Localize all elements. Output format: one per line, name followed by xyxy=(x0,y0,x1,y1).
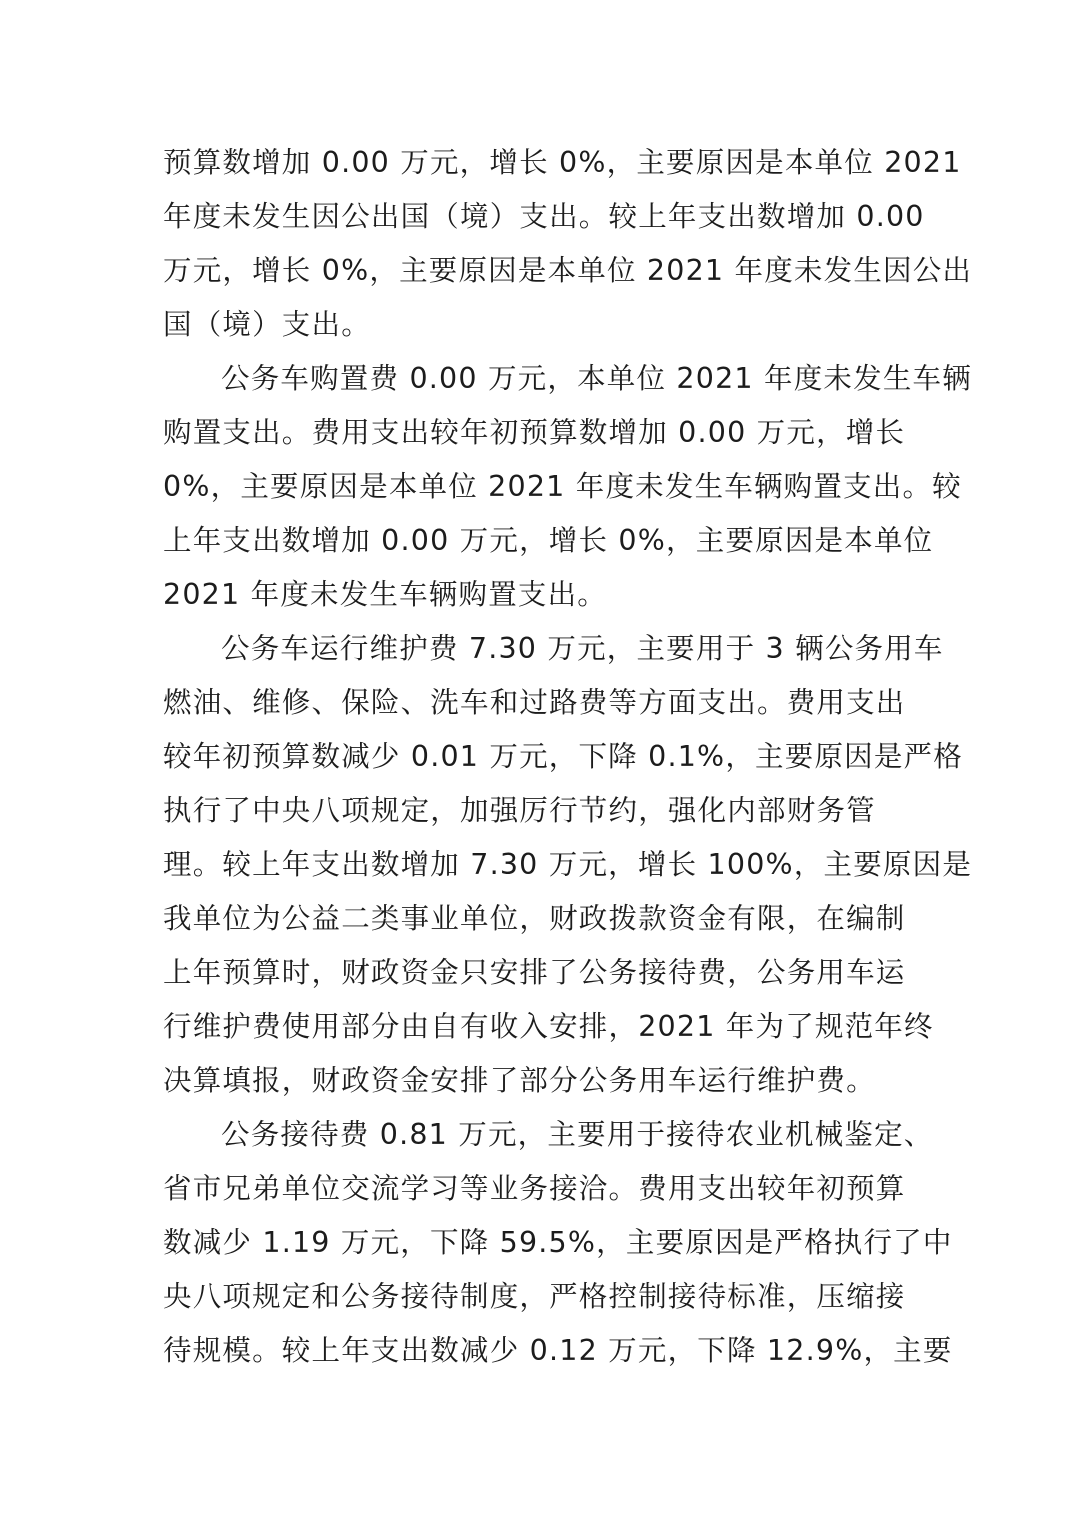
text-line: 2021 年度未发生车辆购置支出。 xyxy=(163,578,607,611)
text-line: 我单位为公益二类事业单位，财政拨款资金有限，在编制 xyxy=(163,902,906,935)
text-line: 上年预算时，财政资金只安排了公务接待费，公务用车运 xyxy=(163,956,906,989)
text-line: 较年初预算数减少 0.01 万元，下降 0.1%，主要原因是严格 xyxy=(163,740,963,773)
text-line: 执行了中央八项规定，加强厉行节约，强化内部财务管 xyxy=(163,794,876,827)
text-line: 上年支出数增加 0.00 万元，增长 0%，主要原因是本单位 xyxy=(163,524,934,557)
text-line: 行维护费使用部分由自有收入安排，2021 年为了规范年终 xyxy=(163,1010,934,1043)
paragraph-first-line: 公务接待费 0.81 万元，主要用于接待农业机械鉴定、 xyxy=(221,1118,934,1151)
text-line: 决算填报，财政资金安排了部分公务用车运行维护费。 xyxy=(163,1064,876,1097)
text-line: 央八项规定和公务接待制度，严格控制接待标准，压缩接 xyxy=(163,1280,906,1313)
text-line: 燃油、维修、保险、洗车和过路费等方面支出。费用支出 xyxy=(163,686,906,719)
paragraph-first-line: 公务车运行维护费 7.30 万元，主要用于 3 辆公务用车 xyxy=(221,632,944,665)
paragraph-first-line: 公务车购置费 0.00 万元，本单位 2021 年度未发生车辆 xyxy=(221,362,972,395)
text-line: 待规模。较上年支出数减少 0.12 万元，下降 12.9%，主要 xyxy=(163,1334,953,1367)
text-line: 数减少 1.19 万元，下降 59.5%，主要原因是严格执行了中 xyxy=(163,1226,953,1259)
text-line: 国（境）支出。 xyxy=(163,308,371,341)
text-line: 预算数增加 0.00 万元，增长 0%，主要原因是本单位 2021 xyxy=(163,146,962,179)
body-text xyxy=(163,136,973,1378)
text-line: 理。较上年支出数增加 7.30 万元，增长 100%，主要原因是 xyxy=(163,848,973,881)
text-line: 年度未发生因公出国（境）支出。较上年支出数增加 0.00 xyxy=(163,200,925,233)
text-line: 0%，主要原因是本单位 2021 年度未发生车辆购置支出。较 xyxy=(163,470,962,503)
text-line: 省市兄弟单位交流学习等业务接洽。费用支出较年初预算 xyxy=(163,1172,906,1205)
text-line: 购置支出。费用支出较年初预算数增加 0.00 万元，增长 xyxy=(163,416,906,449)
text-line: 万元，增长 0%，主要原因是本单位 2021 年度未发生因公出 xyxy=(163,254,973,287)
